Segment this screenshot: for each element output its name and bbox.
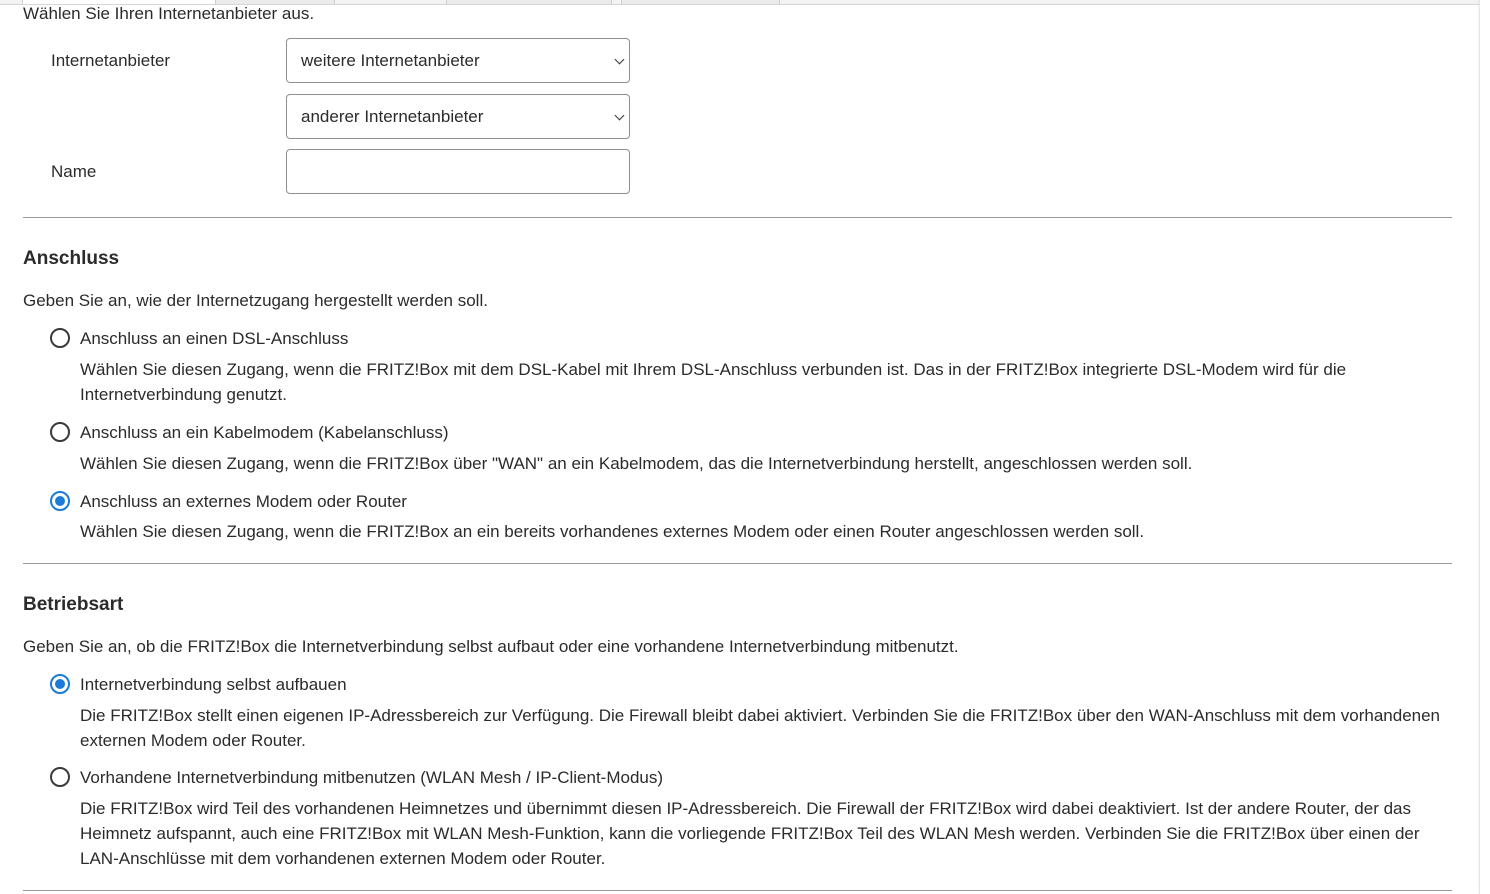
tab-3[interactable] bbox=[446, 0, 612, 4]
betriebsart-description: Geben Sie an, ob die FRITZ!Box die Internetverbindung selbst aufbaut oder eine vorhandene Internetverbindung mitbenutzt. bbox=[23, 637, 959, 656]
option-label-kabel[interactable]: Anschluss an ein Kabelmodem (Kabelanschluss) bbox=[80, 423, 449, 442]
option-label-dsl[interactable]: Anschluss an einen DSL-Anschluss bbox=[80, 329, 349, 348]
provider-select-value: weitere Internetanbieter bbox=[301, 51, 480, 70]
option-label-extern[interactable]: Anschluss an externes Modem oder Router bbox=[80, 492, 407, 511]
radio-selbst-aufbauen[interactable] bbox=[50, 674, 70, 694]
name-label: Name bbox=[51, 162, 97, 181]
radio-dsl-anschluss[interactable] bbox=[50, 328, 70, 348]
chevron-down-icon bbox=[615, 111, 625, 121]
option-description-dsl: Wählen Sie diesen Zugang, wenn die FRITZ!Box mit dem DSL-Kabel mit Ihrem DSL-Anschluss verbunden ist. Das in der FRITZ!Box integrierte DSL-Modem wird für die Internetverbindung genutzt. bbox=[80, 360, 1347, 404]
divider bbox=[23, 890, 1452, 891]
option-label-selbst[interactable]: Internetverbindung selbst aufbauen bbox=[80, 675, 347, 694]
tab-4[interactable] bbox=[621, 0, 780, 4]
name-input[interactable] bbox=[286, 149, 630, 194]
chevron-down-icon bbox=[615, 55, 625, 65]
option-description-kabel: Wählen Sie diesen Zugang, wenn die FRITZ!Box über "WAN" an ein Kabelmodem, das die Internetverbindung herstellt, angeschlossen werden soll. bbox=[80, 454, 1193, 473]
option-label-mitbenutzen[interactable]: Vorhandene Internetverbindung mitbenutzen (WLAN Mesh / IP-Client-Modus) bbox=[80, 768, 664, 787]
option-description-mitbenutzen: Die FRITZ!Box wird Teil des vorhandenen Heimnetzes und übernimmt diesen IP-Adressbereich. Die Firewall der FRITZ!Box wird dabei deaktiviert. Ist der andere Router, der das Heimnetz aufspannt, auch eine FRITZ!Box mit WLAN Mesh-Funktion, kann die vorliegende FRITZ!Box Teil des WLAN Mesh werden. Verbinden Sie die FRITZ!Box über einen der LAN-Anschlüsse mit dem vorhandenen externen Modem oder Router. bbox=[80, 799, 1420, 868]
divider bbox=[23, 217, 1452, 218]
radio-kabelmodem[interactable] bbox=[50, 422, 70, 442]
intro-text: Wählen Sie Ihren Internetanbieter aus. bbox=[23, 4, 315, 23]
option-description-selbst: Die FRITZ!Box stellt einen eigenen IP-Adressbereich zur Verfügung. Die Firewall bleibt dabei aktiviert. Verbinden Sie die FRITZ!Box über den WAN-Anschluss mit dem vorhandenen externen Modem oder Router. bbox=[80, 706, 1441, 750]
provider-sub-select[interactable] bbox=[286, 94, 630, 139]
option-description-extern: Wählen Sie diesen Zugang, wenn die FRITZ!Box an ein bereits vorhandenes externes Modem oder einen Router angeschlossen werden soll. bbox=[80, 522, 1145, 541]
radio-mitbenutzen[interactable] bbox=[50, 767, 70, 787]
anschluss-heading: Anschluss bbox=[23, 248, 120, 269]
divider bbox=[23, 563, 1452, 564]
scrollbar[interactable] bbox=[1479, 0, 1490, 894]
provider-select[interactable] bbox=[286, 38, 630, 83]
radio-externes-modem[interactable] bbox=[50, 491, 70, 511]
betriebsart-heading: Betriebsart bbox=[23, 594, 124, 615]
anschluss-description: Geben Sie an, wie der Internetzugang hergestellt werden soll. bbox=[23, 291, 488, 310]
provider-label: Internetanbieter bbox=[51, 51, 171, 70]
provider-sub-select-value: anderer Internetanbieter bbox=[301, 107, 484, 126]
